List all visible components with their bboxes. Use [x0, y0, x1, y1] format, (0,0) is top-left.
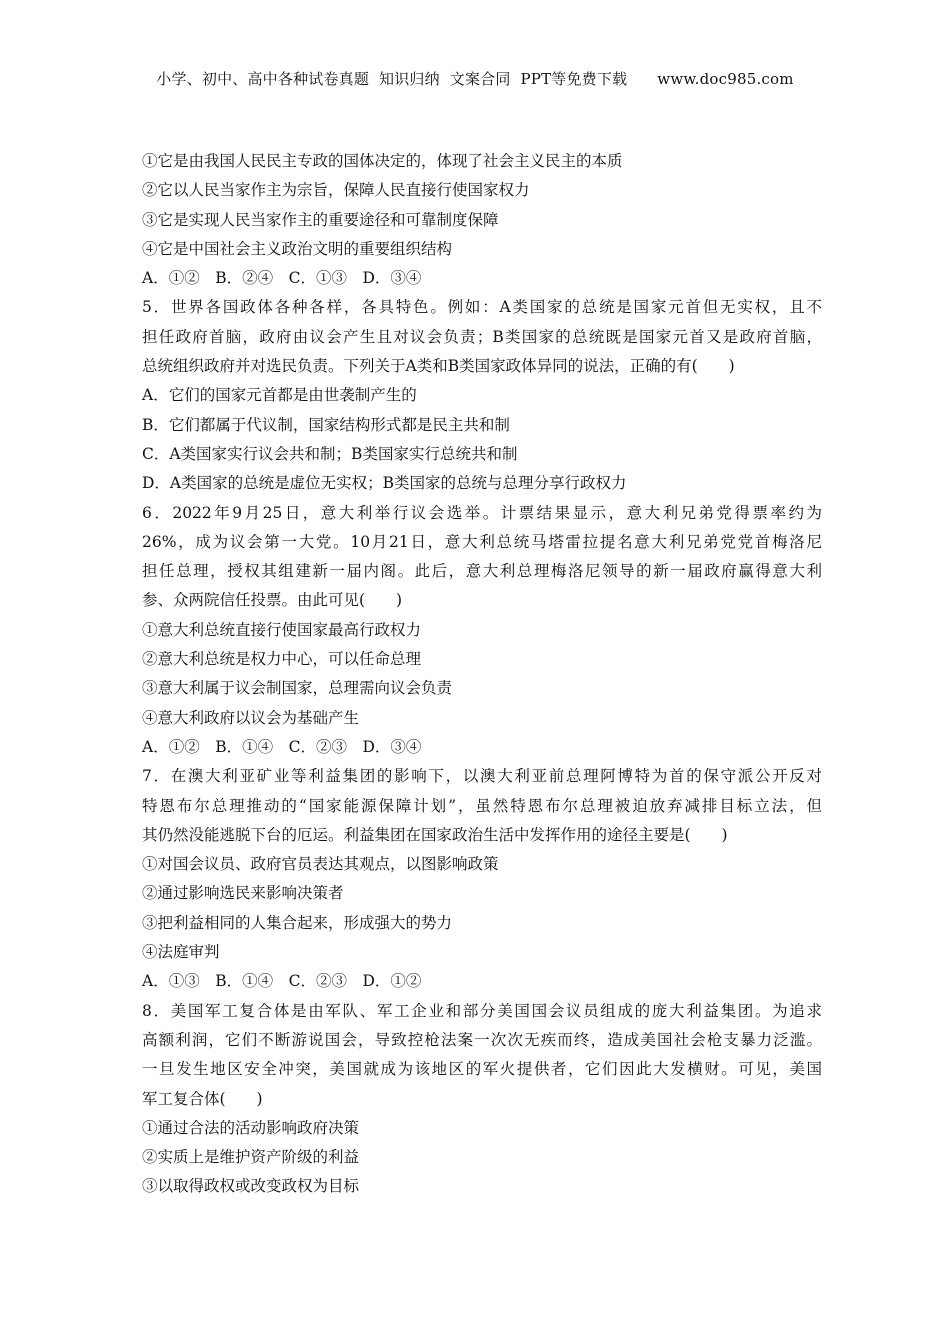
text-line: 其仍然没能逃脱下台的厄运。利益集团在国家政治生活中发挥作用的途径主要是( ): [142, 825, 728, 844]
text-line: A．它们的国家元首都是由世袭制产生的: [142, 386, 417, 405]
text-line: 特恩布尔总理推动的“国家能源保障计划”，虽然特恩布尔总理被迫放弃减排目标立法，但: [142, 796, 822, 815]
text-line: ①它是由我国人民民主专政的国体决定的，体现了社会主义民主的本质: [142, 152, 623, 170]
text-line: 担任总理，授权其组建新一届内阁。此后，意大利总理梅洛尼领导的新一届政府赢得意大利: [142, 562, 822, 581]
text-line: A．①② B．①④ C．②③ D．③④: [142, 737, 422, 756]
text-line: ④它是中国社会主义政治文明的重要组织结构: [142, 239, 453, 258]
text-line: 7．在澳大利亚矿业等利益集团的影响下，以澳大利亚前总理阿博特为首的保守派公开反对: [142, 767, 822, 786]
header-url: www.doc985.com: [657, 70, 794, 88]
page-header: [0, 68, 950, 89]
text-line: 高额利润，它们不断游说国会，导致控枪法案一次次无疾而终，造成美国社会枪支暴力泛滥。: [142, 1030, 822, 1049]
text-line: 总统组织政府并对选民负责。下列关于A类和B类国家政体异同的说法，正确的有( ): [142, 357, 735, 376]
text-line: ①意大利总统直接行使国家最高行政权力: [142, 620, 422, 639]
text-line: A．①③ B．①④ C．②③ D．①②: [142, 972, 422, 991]
text-line: 参、众两院信任投票。由此可见( ): [142, 591, 403, 610]
text-line: 军工复合体( ): [142, 1089, 263, 1108]
text-line: 26%，成为议会第一大党。10月21日，意大利总统马塔雷拉提名意大利兄弟党党首梅洛尼: [142, 532, 822, 551]
header-text: 小学、初中、高中各种试卷真题 知识归纳 文案合同 PPT等免费下载: [156, 70, 628, 88]
text-line: ③以取得政权或改变政权为目标: [142, 1177, 360, 1196]
text-line: ②意大利总统是权力中心，可以任命总理: [142, 650, 422, 669]
text-line: ④法庭审判: [142, 943, 220, 962]
text-line: 6．2022年9月25日，意大利举行议会选举。计票结果显示，意大利兄弟党得票率约为: [142, 503, 822, 522]
text-line: B．它们都属于代议制，国家结构形式都是民主共和制: [142, 415, 510, 434]
text-line: A．①② B．②④ C．①③ D．③④: [142, 269, 422, 288]
text-line: C．A类国家实行议会共和制；B类国家实行总统共和制: [142, 444, 518, 463]
text-line: 5．世界各国政体各种各样，各具特色。例如：A类国家的总统是国家元首但无实权，且不: [142, 298, 822, 317]
text-line: D．A类国家的总统是虚位无实权；B类国家的总统与总理分享行政权力: [142, 474, 627, 493]
text-line: ②它以人民当家作主为宗旨，保障人民直接行使国家权力: [142, 181, 530, 200]
document-body: [142, 147, 822, 1202]
text-line: 一旦发生地区安全冲突，美国就成为该地区的军火提供者，它们因此大发横财。可见，美国: [142, 1060, 822, 1079]
text-line: ③把利益相同的人集合起来，形成强大的势力: [142, 913, 453, 932]
text-line: ③它是实现人民当家作主的重要途径和可靠制度保障: [142, 210, 499, 229]
text-line: ②通过影响选民来影响决策者: [142, 884, 344, 903]
text-line: 8．美国军工复合体是由军队、军工企业和部分美国国会议员组成的庞大利益集团。为追求: [142, 1001, 822, 1020]
text-line: ④意大利政府以议会为基础产生: [142, 708, 360, 727]
text-line: ②实质上是维护资产阶级的利益: [142, 1148, 360, 1167]
text-line: 担任政府首脑，政府由议会产生且对议会负责；B类国家的总统既是国家元首又是政府首脑，: [142, 327, 822, 346]
text-line: ③意大利属于议会制国家，总理需向议会负责: [142, 679, 453, 698]
text-line: ①通过合法的活动影响政府决策: [142, 1118, 360, 1137]
text-line: ①对国会议员、政府官员表达其观点，以图影响政策: [142, 855, 499, 874]
